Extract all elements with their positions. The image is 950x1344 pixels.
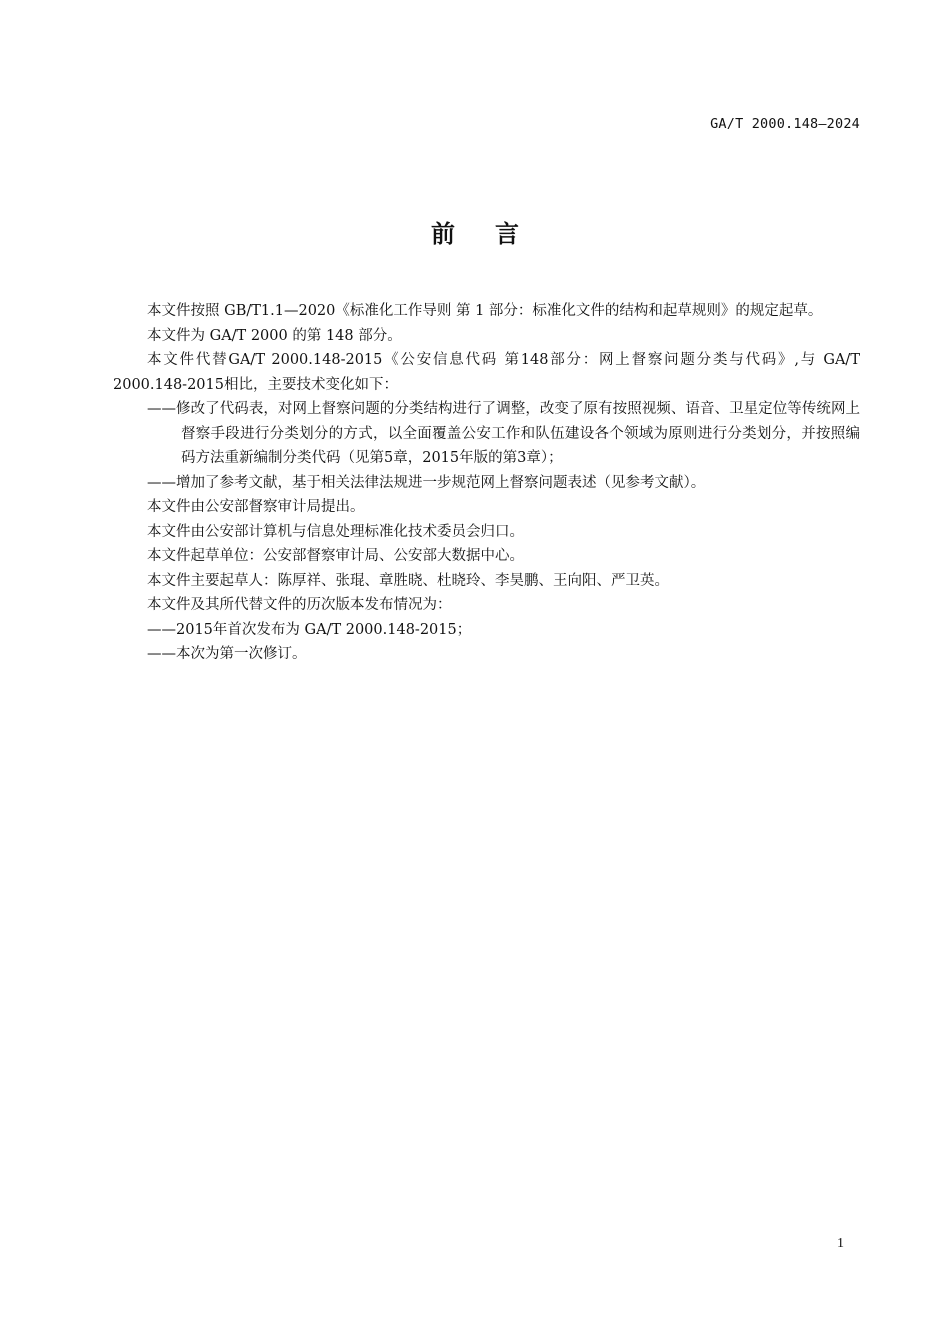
page-title: 前言 (431, 220, 559, 248)
list-item-history-first: ——2015年首次发布为 GA/T 2000.148-2015； (147, 621, 472, 638)
paragraph-version-history: 本文件及其所代替文件的历次版本发布情况为： (147, 597, 452, 613)
document-body (113, 299, 860, 667)
paragraph-drafters: 本文件主要起草人：陈厚祥、张琨、章胜晓、杜晓玲、李昊鹏、王向阳、严卫英。 (147, 572, 669, 589)
list-item-change-references: ——增加了参考文献，基于相关法律法规进一步规范网上督察问题表述（见参考文献）。 (147, 474, 706, 491)
paragraph-drafting-units: 本文件起草单位：公安部督察审计局、公安部大数据中心。 (147, 548, 524, 564)
list-item-history-revision: ——本次为第一次修订。 (147, 646, 307, 662)
paragraph-part-number: 本文件为 GA/T 2000 的第 148 部分。 (147, 327, 402, 344)
paragraph-centralized-by: 本文件由公安部计算机与信息处理标准化技术委员会归口。 (147, 523, 524, 540)
page-number: 1 (837, 1236, 844, 1251)
document-code: GA/T 2000.148—2024 (710, 116, 860, 132)
paragraph-replacement: 本文件代替GA/T 2000.148-2015《公安信息代码 第148部分：网上督察问题分类与代码》,与 GA/T 2000.148-2015相比，主要技术变化如下： (113, 352, 860, 393)
list-item-change-code-table: ——修改了代码表，对网上督察问题的分类结构进行了调整，改变了原有按照视频、语音、卫星定位等传统网上督察手段进行分类划分的方式，以全面覆盖公安工作和队伍建设各个领域为原则进行分类划分，并按照编码方法重新编制分类代码（见第5章，2015年版的第3章）； (147, 401, 860, 466)
paragraph-proposer: 本文件由公安部督察审计局提出。 (147, 499, 365, 515)
paragraph-drafting-rules: 本文件按照 GB/T1.1—2020《标准化工作导则 第 1 部分：标准化文件的结构和起草规则》的规定起草。 (147, 303, 823, 319)
